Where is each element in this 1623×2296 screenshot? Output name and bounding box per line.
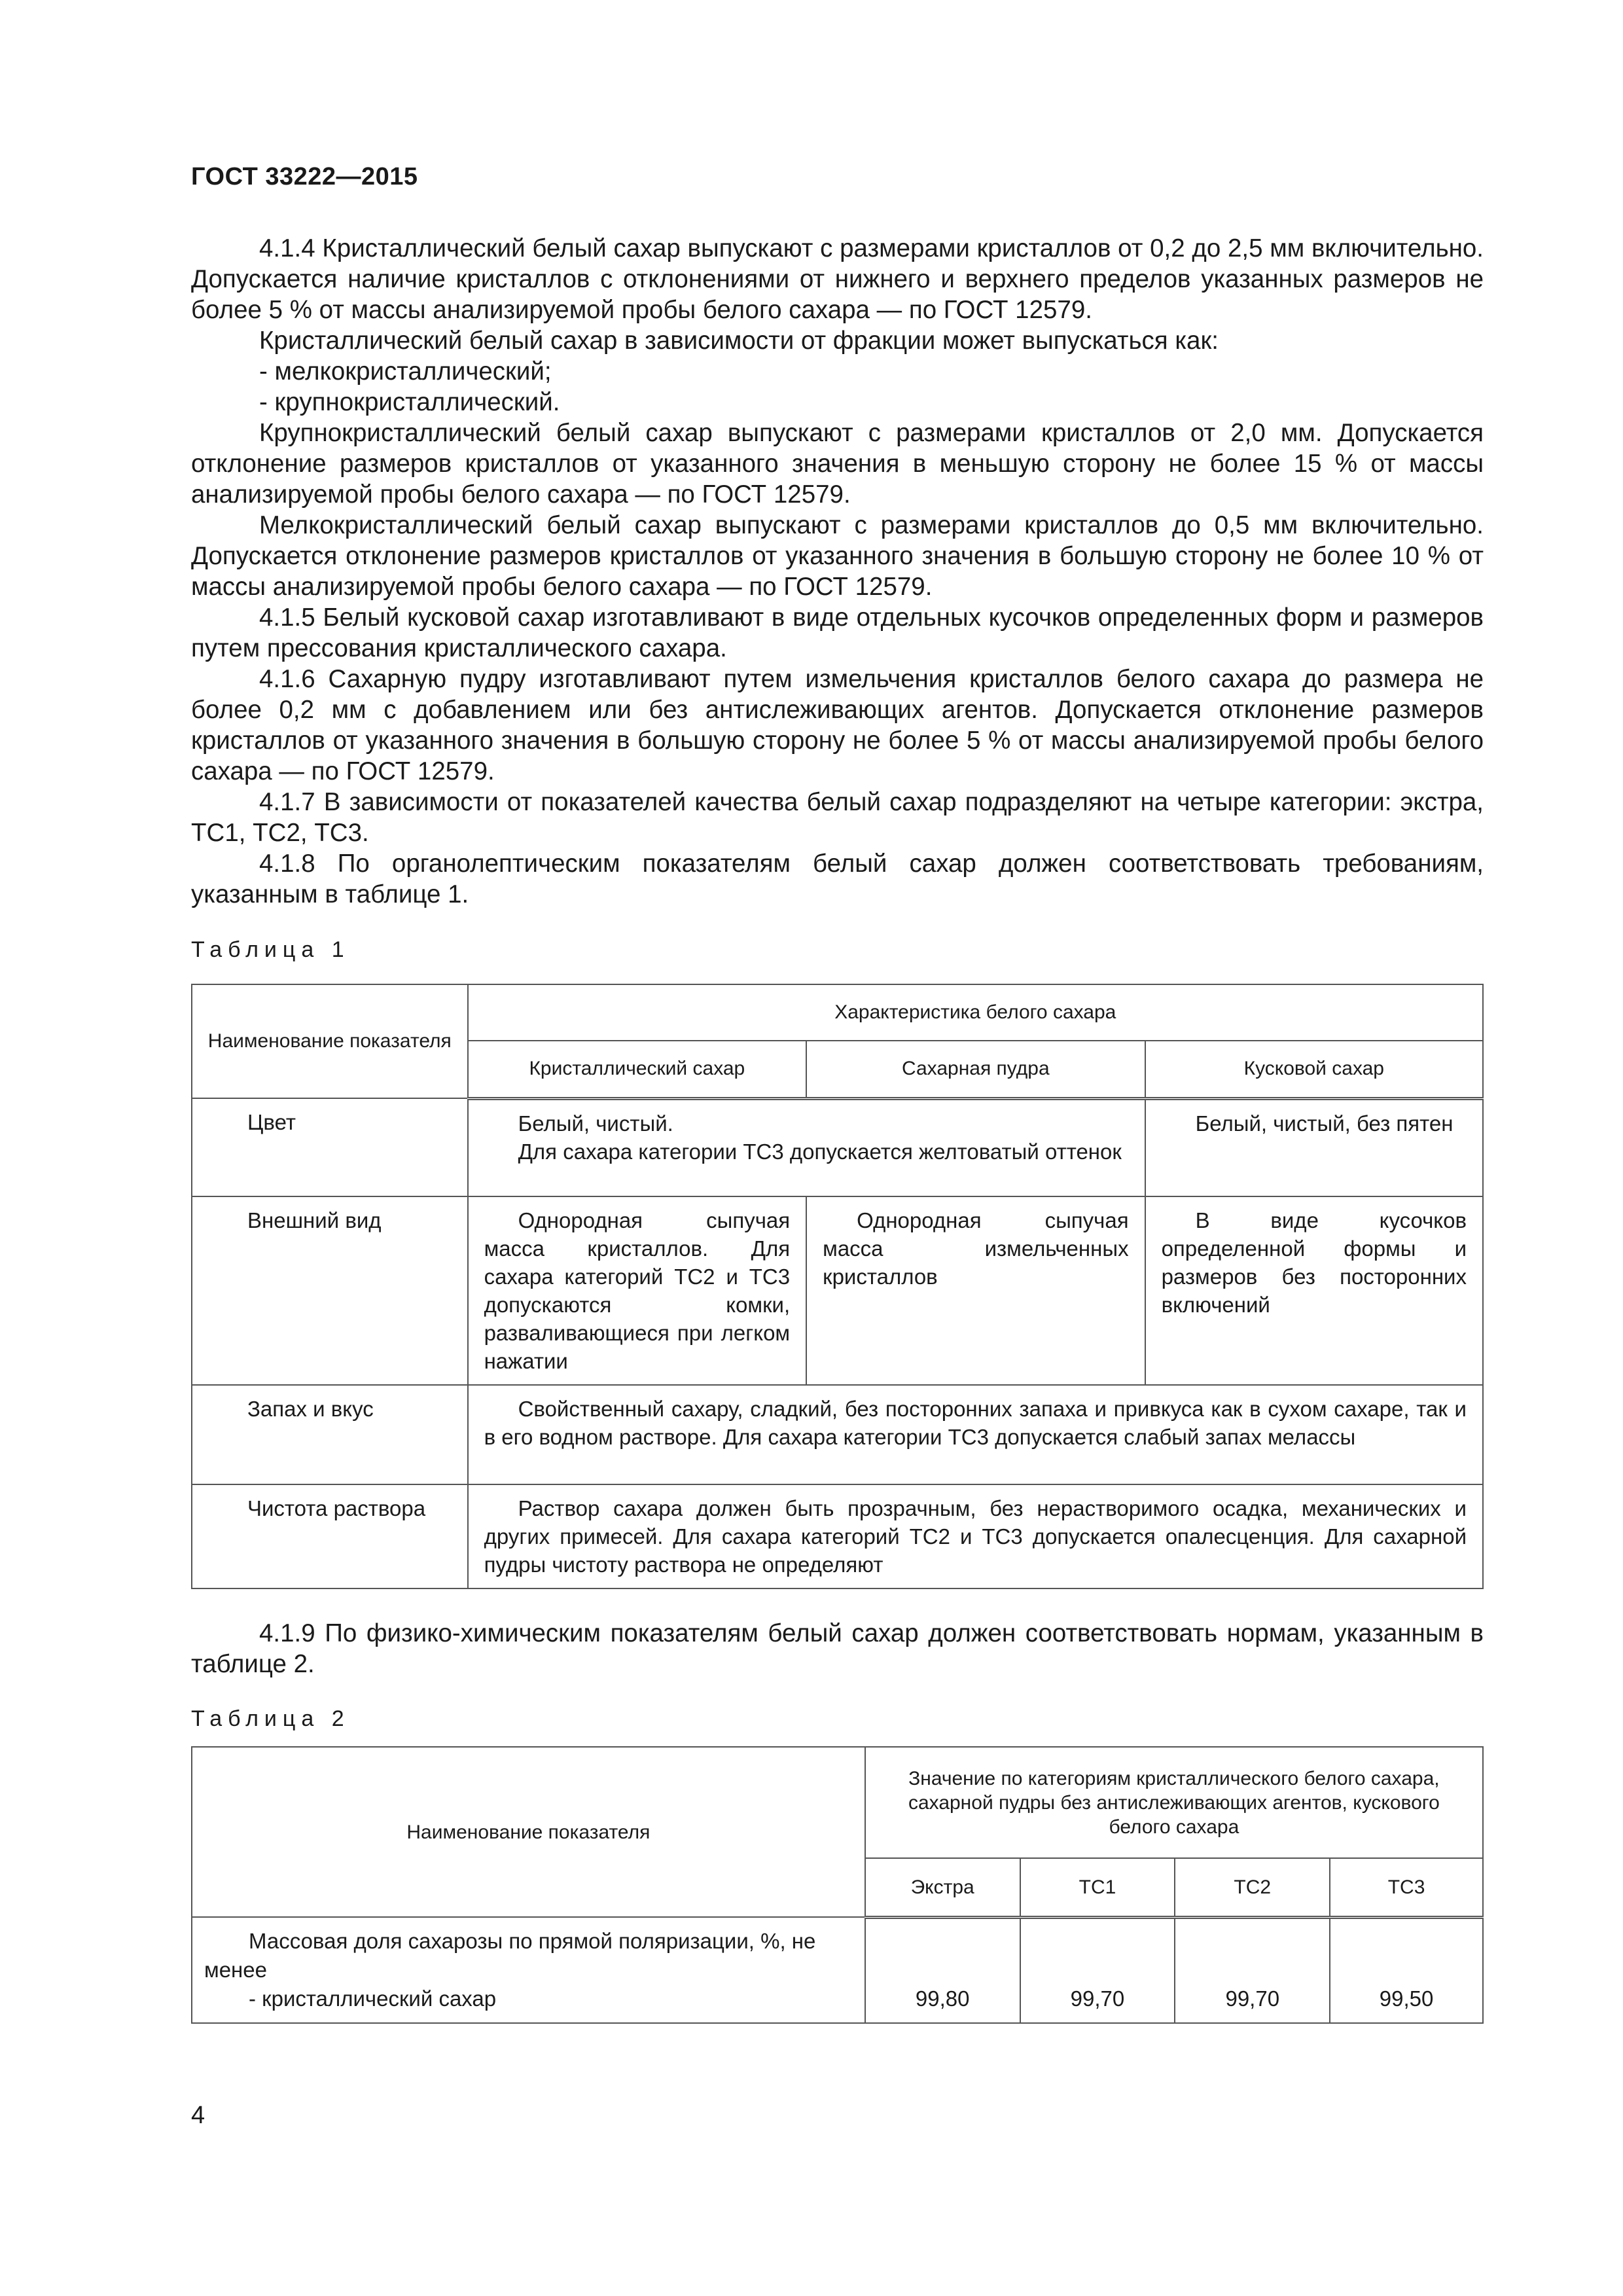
table-header-name: Наименование показателя	[192, 1747, 865, 1917]
paragraph-4-1-8: 4.1.8 По органолептическим показателям белый сахар должен соответствовать требованиям, указанным в таблице 1.	[191, 850, 1484, 908]
table-header-name: Наименование показателя	[192, 984, 468, 1098]
page-number: 4	[191, 2102, 205, 2129]
row-name-color: Цвет	[192, 1098, 468, 1196]
table-header-ts1: ТС1	[1020, 1858, 1175, 1917]
paragraph-4-1-4: 4.1.4 Кристаллический белый сахар выпускают с размерами кристаллов от 0,2 до 2,5 мм включительно. Допускается наличие кристаллов с отклонениями от нижнего и верхнего пределов указанных размеров не более 5 % от массы анализируемой пробы белого сахара — по ГОСТ 12579.	[191, 234, 1484, 324]
list-item: - крупнокристаллический.	[259, 388, 560, 416]
body-text	[191, 233, 1484, 910]
table-header-crystal: Кристаллический сахар	[468, 1041, 807, 1098]
row-appearance-lump: В виде кусочков определенной формы и размеров без посторонних включений	[1145, 1196, 1483, 1385]
row-smell-taste-value: Свойственный сахару, сладкий, без посторонних запаха и привкуса как в сухом сахаре, так и в его водном растворе. Для сахара категории ТС3 допускается слабый запах мелассы	[468, 1385, 1483, 1484]
paragraph-4-1-6: 4.1.6 Сахарную пудру изготавливают путем измельчения кристаллов белого сахара до размера не более 0,2 мм с добавлением или без антислеживающих агентов. Допускается отклонение размеров кристаллов от указанного значения в большую сторону не более 5 % от массы анализируемой пробы белого сахара — по ГОСТ 12579.	[191, 665, 1484, 785]
table-2-caption: Таблица 2	[191, 1706, 350, 1731]
value-ts3: 99,50	[1330, 1917, 1483, 2023]
table-header-group: Характеристика белого сахара	[468, 984, 1483, 1041]
value-ts2: 99,70	[1175, 1917, 1330, 2023]
value-extra: 99,80	[865, 1917, 1020, 2023]
table-row	[192, 1917, 1483, 2023]
row-color-lump: Белый, чистый, без пятен	[1145, 1098, 1483, 1196]
paragraph-4-1-7: 4.1.7 В зависимости от показателей качества белый сахар подразделяют на четыре категории: экстра, ТС1, ТС2, ТС3.	[191, 788, 1484, 847]
paragraph: Кристаллический белый сахар в зависимости от фракции может выпускаться как:	[259, 327, 1219, 355]
table-header-ts3: ТС3	[1330, 1858, 1483, 1917]
table-header-extra: Экстра	[865, 1858, 1020, 1917]
paragraph-4-1-5: 4.1.5 Белый кусковой сахар изготавливают в виде отдельных кусочков определенных форм и размеров путем прессования кристаллического сахара.	[191, 603, 1484, 662]
row-color-crystal-powder: Белый, чистый. Для сахара категории ТС3 допускается желтоватый оттенок	[468, 1098, 1145, 1196]
row-name-solution-purity: Чистота раствора	[192, 1484, 468, 1588]
row-name-smell-taste: Запах и вкус	[192, 1385, 468, 1484]
paragraph-4-1-9: 4.1.9 По физико-химическим показателям белый сахар должен соответствовать нормам, указанным в таблице 2.	[191, 1619, 1484, 1678]
table-header-group: Значение по категориям кристаллического белого сахара, сахарной пудры без антислеживающих агентов, кускового белого сахара	[865, 1747, 1483, 1858]
list-item: - мелкокристаллический;	[259, 357, 552, 386]
document-header: ГОСТ 33222—2015	[191, 163, 418, 190]
row-solution-purity-value: Раствор сахара должен быть прозрачным, без нерастворимого осадка, механических и других примесей. Для сахара категорий ТС2 и ТС3 допускается опалесценция. Для сахарной пудры чистоту раствора не определяют	[468, 1484, 1483, 1588]
table-row	[192, 1098, 1483, 1196]
table-1-caption: Таблица 1	[191, 937, 350, 962]
row-name-sucrose: Массовая доля сахарозы по прямой поляризации, %, не менее - кристаллический сахар	[192, 1917, 865, 2023]
table-row	[192, 1484, 1483, 1588]
row-name-appearance: Внешний вид	[192, 1196, 468, 1385]
table-row	[192, 1385, 1483, 1484]
table-header-ts2: ТС2	[1175, 1858, 1330, 1917]
table-1	[191, 984, 1484, 1589]
table-row	[192, 1196, 1483, 1385]
value-ts1: 99,70	[1020, 1917, 1175, 2023]
table-header-powder: Сахарная пудра	[806, 1041, 1145, 1098]
paragraph: Крупнокристаллический белый сахар выпускают с размерами кристаллов от 2,0 мм. Допускается отклонение размеров кристаллов от указанного значения в меньшую сторону не более 15 % от массы анализируемой пробы белого сахара — по ГОСТ 12579.	[191, 419, 1484, 509]
row-appearance-powder: Однородная сыпучая масса измельченных кристаллов	[806, 1196, 1145, 1385]
paragraph: Мелкокристаллический белый сахар выпускают с размерами кристаллов до 0,5 мм включительно. Допускается отклонение размеров кристаллов от указанного значения в большую сторону не более 10 % от массы анализируемой пробы белого сахара — по ГОСТ 12579.	[191, 511, 1484, 601]
table-2	[191, 1746, 1484, 2024]
row-appearance-crystal: Однородная сыпучая масса кристаллов. Для сахара категорий ТС2 и ТС3 допускаются комки, разваливающиеся при легком нажатии	[468, 1196, 807, 1385]
table-header-lump: Кусковой сахар	[1145, 1041, 1483, 1098]
